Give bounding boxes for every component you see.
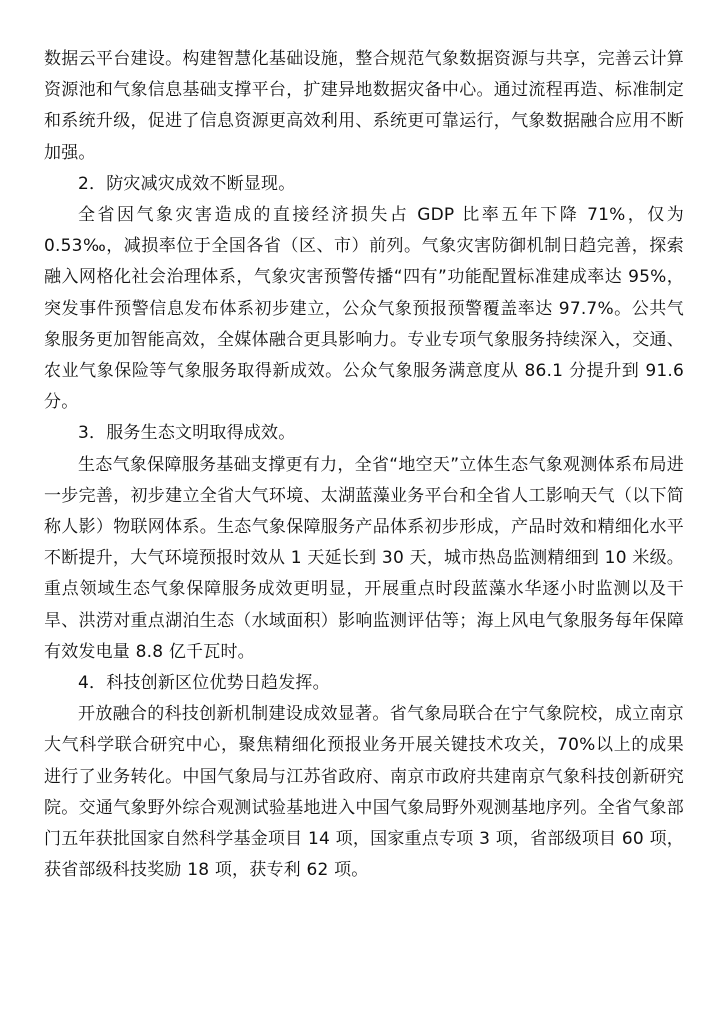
paragraph-ecological-service: 生态气象保障服务基础支撑更有力，全省“地空天”立体生态气象观测体系布局进一步完善，初步建立全省大气环境、太湖蓝藻业务平台和全省人工影响天气（以下简称人影）物联网体系。生态气象保障服务产品体系初步形成，产品时效和精细化水平不断提升，大气环境预报时效从 1 天延长到 30 天，城市热岛监测精细到 10 米级。重点领域生态气象保障服务成效更明显，开展重点时段蓝藻水华逐小时监测以及干旱、洪涝对重点湖泊生态（水域面积）影响监测评估等；海上风电气象服务每年保障有效发电量 8.8 亿千瓦时。 [44,454,684,662]
paragraph-tech-innovation: 开放融合的科技创新机制建设成效显著。省气象局联合在宁气象院校，成立南京大气科学联合研究中心，聚焦精细化预报业务开展关键技术攻关，70%以上的成果进行了业务转化。中国气象局与江苏省政府、南京市政府共建南京气象科技创新研究院。交通气象野外综合观测试验基地进入中国气象局野外观测基地序列。全省气象部门五年获批国家自然科学基金项目 14 项，国家重点专项 3 项，省部级项目 60 项，获省部级科技奖励 18 项，获专利 62 项。 [44,704,684,881]
paragraph-data-cloud-continuation: 数据云平台建设。构建智慧化基础设施，整合规范气象数据资源与共享，完善云计算资源池和气象信息基础支撑平台，扩建异地数据灾备中心。通过流程再造、标准制定和系统升级，促进了信息资源更高效利用、系统更可靠运行，气象数据融合应用不断加强。 [44,49,684,163]
section-heading-ecological-service: 3．服务生态文明取得成效。 [78,423,296,444]
document-page [44,44,684,886]
section-heading-disaster-reduction: 2．防灾减灾成效不断显现。 [78,173,296,194]
section-heading-tech-innovation: 4．科技创新区位优势日趋发挥。 [78,673,330,694]
paragraph-disaster-reduction: 全省因气象灾害造成的直接经济损失占 GDP 比率五年下降 71%，仅为 0.53‰，减损率位于全国各省（区、市）前列。气象灾害防御机制日趋完善，探索融入网格化社会治理体系，气象灾害预警传播“四有”功能配置标准建成率达 95%，突发事件预警信息发布体系初步建立，公众气象预报预警覆盖率达 97.7%。公共气象服务更加智能高效，全媒体融合更具影响力。专业专项气象服务持续深入，交通、农业气象保险等气象服务取得新成效。公众气象服务满意度从 86.1 分提升到 91.6 分。 [44,205,684,413]
